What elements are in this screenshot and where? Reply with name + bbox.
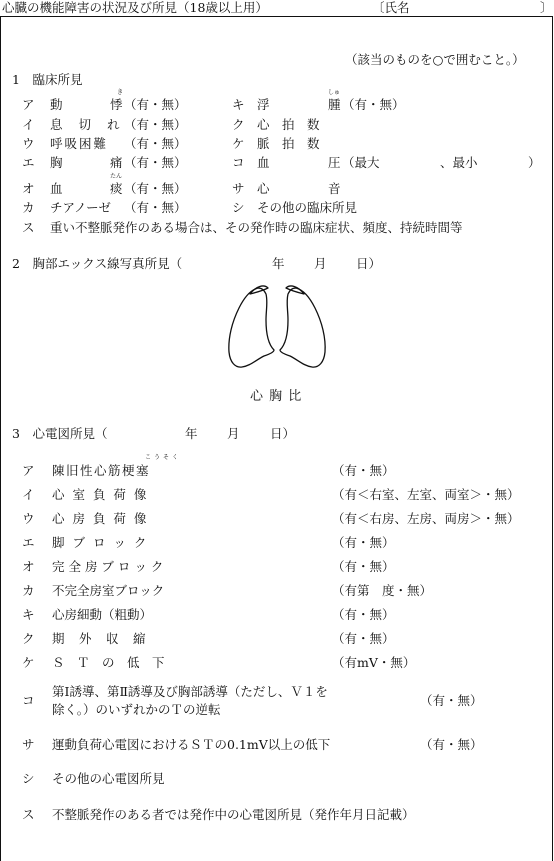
s3-day: 日） — [270, 426, 296, 441]
s1-opt-ki[interactable]: （有・無） — [342, 97, 405, 112]
s1-opt-e[interactable]: （有・無） — [124, 155, 187, 170]
s3-item-ku-label: 期 外 収 縮 — [52, 631, 147, 646]
s1-label-u: 呼吸困難 — [50, 136, 109, 151]
item-letter: ア — [22, 97, 35, 112]
item-letter: ス — [22, 220, 35, 235]
s1-label-ki: 浮 — [257, 97, 270, 112]
s3-item-a-letter: ア — [22, 463, 35, 478]
name-close: 〕 — [540, 0, 553, 15]
s3-item-o-opt[interactable]: （有・無） — [332, 559, 395, 574]
s1-label-ki2: 腫 — [328, 97, 341, 112]
s1-label-ka: チアノーゼ — [50, 200, 111, 215]
s1-label-a — [50, 99, 63, 112]
s1-item-shi — [232, 202, 245, 215]
s3-item-i-label: 心 室 負 荷 像 — [52, 487, 149, 502]
s3-item-ka-opt[interactable]: （有第 度・無） — [332, 583, 433, 598]
instruction-note: （該当のものを○で囲むこと。） — [345, 52, 525, 67]
s1-label-a2: 悸 — [110, 97, 123, 112]
s3-item-o-label: 完 全 房 ブ ロ ッ ク — [52, 559, 164, 574]
s1-label-ko2: 圧 — [328, 155, 341, 170]
s1-label-o2: 痰 — [110, 181, 123, 196]
s1-item-o — [22, 183, 35, 196]
s3-item-ku-letter: ク — [22, 631, 35, 646]
ruby-tan: たん — [110, 173, 123, 180]
item-letter: オ — [22, 181, 35, 196]
s1-label-sa2: 音 — [328, 181, 341, 196]
ruby-shu: しゅ — [328, 89, 341, 96]
s1-label-ke: 脈 拍 数 — [257, 136, 320, 151]
s1-item-e — [22, 157, 35, 170]
s1-label-i: 息 切 れ — [50, 117, 126, 132]
s2-year: 年 — [272, 256, 285, 271]
form-title: 心臓の機能障害の状況及び所見（18歳以上用） — [2, 0, 268, 15]
s3-item-e-label: 脚 ブ ロ ッ ク — [52, 535, 149, 550]
s2-day: 日） — [356, 256, 382, 271]
s3-item-ka-letter: カ — [22, 583, 35, 598]
s1-opt-u[interactable]: （有・無） — [124, 136, 187, 151]
name-label: 〔氏名 — [372, 0, 410, 15]
s3-item-su-letter: ス — [22, 807, 35, 822]
s3-item-e-opt[interactable]: （有・無） — [332, 535, 395, 550]
cardiothoracic-ratio-label: 心 胸 比 — [250, 389, 303, 404]
s1-item-u — [22, 138, 35, 151]
s1-item-sa — [232, 183, 245, 196]
s1-label-e: 胸 — [50, 155, 63, 170]
s1-opt-o[interactable]: （有・無） — [124, 181, 187, 196]
s3-item-o-letter: オ — [22, 559, 35, 574]
s1-label-o: 血 — [50, 181, 63, 196]
s3-item-ko-line1: 第Ⅰ誘導、第Ⅱ誘導及び胸部誘導（ただし、Ｖ１を — [52, 684, 328, 699]
chest-xray-outline — [222, 280, 332, 376]
s1-opt-ko2[interactable]: 、最小 — [440, 155, 478, 170]
s1-item-ku — [232, 119, 245, 132]
s3-item-ko-line2: 除く。）のいずれかのＴの逆転 — [52, 702, 221, 717]
s1-opt-a[interactable]: （有・無） — [124, 97, 187, 112]
item-letter: エ — [22, 155, 35, 170]
s1-label-ku: 心 拍 数 — [257, 117, 320, 132]
item-letter: シ — [232, 200, 245, 215]
s1-item-ko — [232, 157, 245, 170]
s1-opt-ko[interactable]: （最大 — [342, 155, 380, 170]
item-letter: イ — [22, 117, 35, 132]
s1-item-i — [22, 119, 35, 132]
s3-item-ke-letter: ケ — [22, 655, 35, 670]
s1-item-su — [22, 222, 35, 235]
s1-opt-i[interactable]: （有・無） — [124, 117, 187, 132]
s1-label-su: 重い不整脈発作のある場合は、その発作時の臨床症状、頻度、持続時間等 — [50, 220, 463, 235]
s3-year: 年 — [185, 426, 198, 441]
s3-item-ke-label: Ｓ Ｔ の 低 下 — [52, 655, 165, 670]
s3-item-a-opt[interactable]: （有・無） — [332, 463, 395, 478]
s1-label-shi: その他の臨床所見 — [257, 200, 358, 215]
s3-item-u-label: 心 房 負 荷 像 — [52, 511, 149, 526]
section2-heading: 2 胸部エックス線写真所見（ — [12, 256, 183, 271]
ruby-ki: き — [117, 89, 124, 96]
name-field[interactable] — [418, 2, 538, 15]
s3-item-a-label: 陳旧性心筋梗塞 — [52, 463, 151, 478]
s3-item-ki-label: 心房細動（粗動） — [52, 607, 153, 622]
ruby-kousoku: こうそく — [145, 454, 182, 461]
item-letter: ウ — [22, 136, 35, 151]
s1-opt-ka[interactable]: （有・無） — [124, 200, 187, 215]
s3-item-shi-text: その他の心電図所見 — [52, 771, 165, 786]
s3-item-e-letter: エ — [22, 535, 35, 550]
s3-item-i-letter: イ — [22, 487, 35, 502]
section3-heading: 3 心電図所見（ — [12, 426, 108, 441]
s3-item-ke-opt[interactable]: （有mV・無） — [332, 655, 416, 670]
s3-item-ko-opt[interactable]: （有・無） — [420, 693, 483, 708]
item-label: 動 — [50, 97, 63, 112]
s3-item-ki-letter: キ — [22, 607, 35, 622]
item-letter: キ — [232, 97, 245, 112]
s1-item-ka — [22, 202, 35, 215]
s1-item-a — [22, 99, 35, 112]
s3-item-shi-letter: シ — [22, 771, 35, 786]
item-letter: サ — [232, 181, 245, 196]
s3-item-ko-letter: コ — [22, 693, 35, 708]
s3-item-ku-opt[interactable]: （有・無） — [332, 631, 395, 646]
s3-item-ki-opt[interactable]: （有・無） — [332, 607, 395, 622]
s1-item-ke — [232, 138, 245, 151]
s3-item-u-letter: ウ — [22, 511, 35, 526]
s1-label-sa: 心 — [257, 181, 270, 196]
s3-item-ka-label: 不完全房室ブロック — [52, 583, 165, 598]
s2-month: 月 — [314, 256, 327, 271]
s3-item-sa-opt[interactable]: （有・無） — [420, 737, 483, 752]
item-letter: ケ — [232, 136, 245, 151]
item-letter: カ — [22, 200, 35, 215]
s1-label-ko: 血 — [257, 155, 270, 170]
s3-item-u-opt[interactable]: （有＜右房、左房、両房＞・無） — [332, 511, 520, 526]
s3-item-su-text: 不整脈発作のある者では発作中の心電図所見（発作年月日記載） — [52, 807, 415, 822]
item-letter: コ — [232, 155, 245, 170]
s3-item-sa-text: 運動負荷心電図におけるＳＴの0.1mV以上の低下 — [52, 737, 331, 752]
s3-item-sa-letter: サ — [22, 737, 35, 752]
s3-month: 月 — [227, 426, 240, 441]
s3-item-i-opt[interactable]: （有＜右室、左室、両室＞・無） — [332, 487, 520, 502]
s1-item-ki — [232, 99, 245, 112]
s1-opt-ko3: ） — [528, 155, 541, 170]
s1-label-e2: 痛 — [110, 155, 123, 170]
section1-heading: 1 臨床所見 — [12, 72, 83, 87]
item-letter: ク — [232, 117, 245, 132]
